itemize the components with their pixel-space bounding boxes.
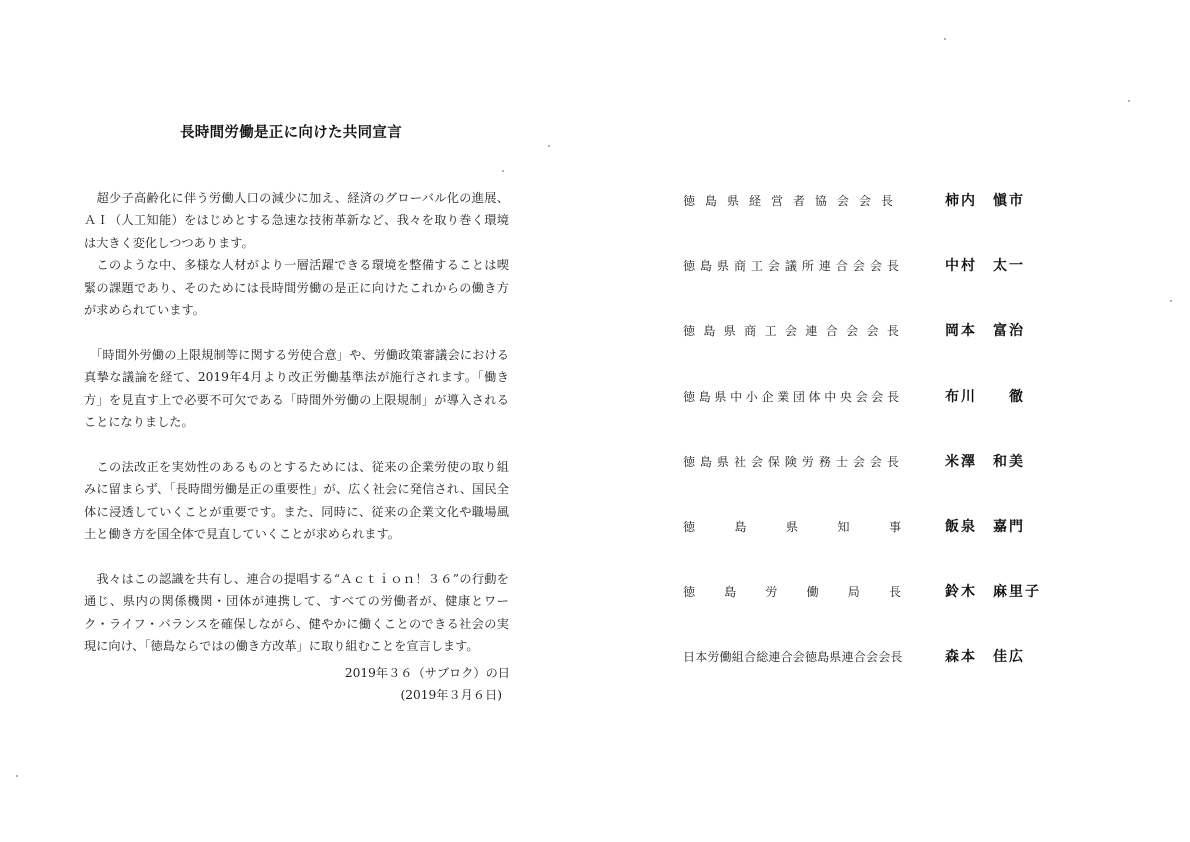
signatory-name: 中村 太一 — [945, 258, 1025, 274]
body-paragraph-3: この法改正を実効性のあるものとするためには、従来の企業労使の取り組みに留まらず、「長時間労働是正の重要性」が、広く社会に発信され、国民全体に浸透していくことが重要です。また、同時に、従来の企業文化や職場風土と働き方を国全体で見直していくことが求められます。 — [84, 459, 509, 542]
signatory-row — [683, 190, 1053, 212]
signatory-row — [683, 646, 1053, 668]
signatory-title: 徳 島 県 経 営 者 協 会 会 長 — [683, 194, 893, 208]
signatory-name: 布川 徹 — [945, 389, 1025, 405]
scan-speck — [548, 145, 550, 147]
body-paragraph-2: 「時間外労働の上限規制等に関する労使合意」や、労働政策審議会における真摯な議論を経て、2019年4月より改正労働基準法が施行されます。「働き方」を見直す上で必要不可欠である「時間外労働の上限規制」が導入されることになりました。 — [84, 347, 509, 430]
declaration-body — [84, 187, 509, 680]
signatory-name: 飯泉 嘉門 — [945, 519, 1025, 535]
signatory-row — [683, 581, 1053, 603]
signatory-row — [683, 516, 1053, 538]
declaration-date — [320, 662, 510, 706]
signatory-title: 徳 島 県 中 小 企 業 団 体 中 央 会 会 長 — [683, 390, 899, 404]
date-line: 2019年３６（サブロク）の日 — [344, 666, 510, 680]
signatory-title: 徳 島 県 商 工 会 連 合 会 会 長 — [683, 324, 899, 338]
declaration-title: 長時間労働是正に向けた共同宣言 — [180, 125, 402, 141]
signatory-row — [683, 320, 1053, 342]
date-sub-line: (2019年３月６日) — [400, 688, 502, 702]
signatory-name: 柿内 愼市 — [945, 193, 1025, 209]
signatory-name: 鈴木 麻里子 — [945, 584, 1041, 600]
signatory-title: 徳 島 労 働 局 長 — [683, 585, 901, 599]
signatory-title: 徳 島 県 知 事 — [683, 520, 901, 534]
body-paragraph-4: 我々はこの認識を共有し、連合の提唱する“Ａｃｔｉｏｎ！３６”の行動を通じ、県内の関係機関・団体が連携して、すべての労働者が、健康とワーク・ライフ・バランスを確保しながら、健やかに働くことのできる社会の実現に向け、「徳島ならではの働き方改革」に取り組むことを宣言します。 — [84, 571, 509, 654]
signatory-name: 森本 佳広 — [945, 649, 1025, 665]
signatory-name: 岡本 富治 — [945, 323, 1025, 339]
signatory-title: 日本労働組合総連合会徳島県連合会会長 — [683, 650, 903, 664]
scan-speck — [1170, 300, 1172, 302]
signatory-row — [683, 386, 1053, 408]
body-paragraph-1: 超少子高齢化に伴う労働人口の減少に加え、経済のグローバル化の進展、ＡＩ（人工知能）をはじめとする急速な技術革新など、我々を取り巻く環境は大きく変化しつつあります。 このような中、多様な人材がより一層活躍できる環境を整備することは喫緊の課題であり、そのためには長時間労働の是正に向けたこれからの働き方が求められています。 — [84, 191, 509, 318]
scan-speck — [16, 775, 18, 777]
signatory-row — [683, 451, 1053, 473]
signatory-name: 米澤 和美 — [945, 454, 1025, 470]
signatory-title: 徳 島 県 社 会 保 険 労 務 士 会 会 長 — [683, 455, 899, 469]
scan-speck — [502, 170, 504, 172]
scan-speck — [1128, 100, 1130, 102]
scan-speck — [944, 38, 946, 40]
signatory-title: 徳 島 県 商 工 会 議 所 連 合 会 会 長 — [683, 259, 899, 273]
signatory-row — [683, 255, 1053, 277]
